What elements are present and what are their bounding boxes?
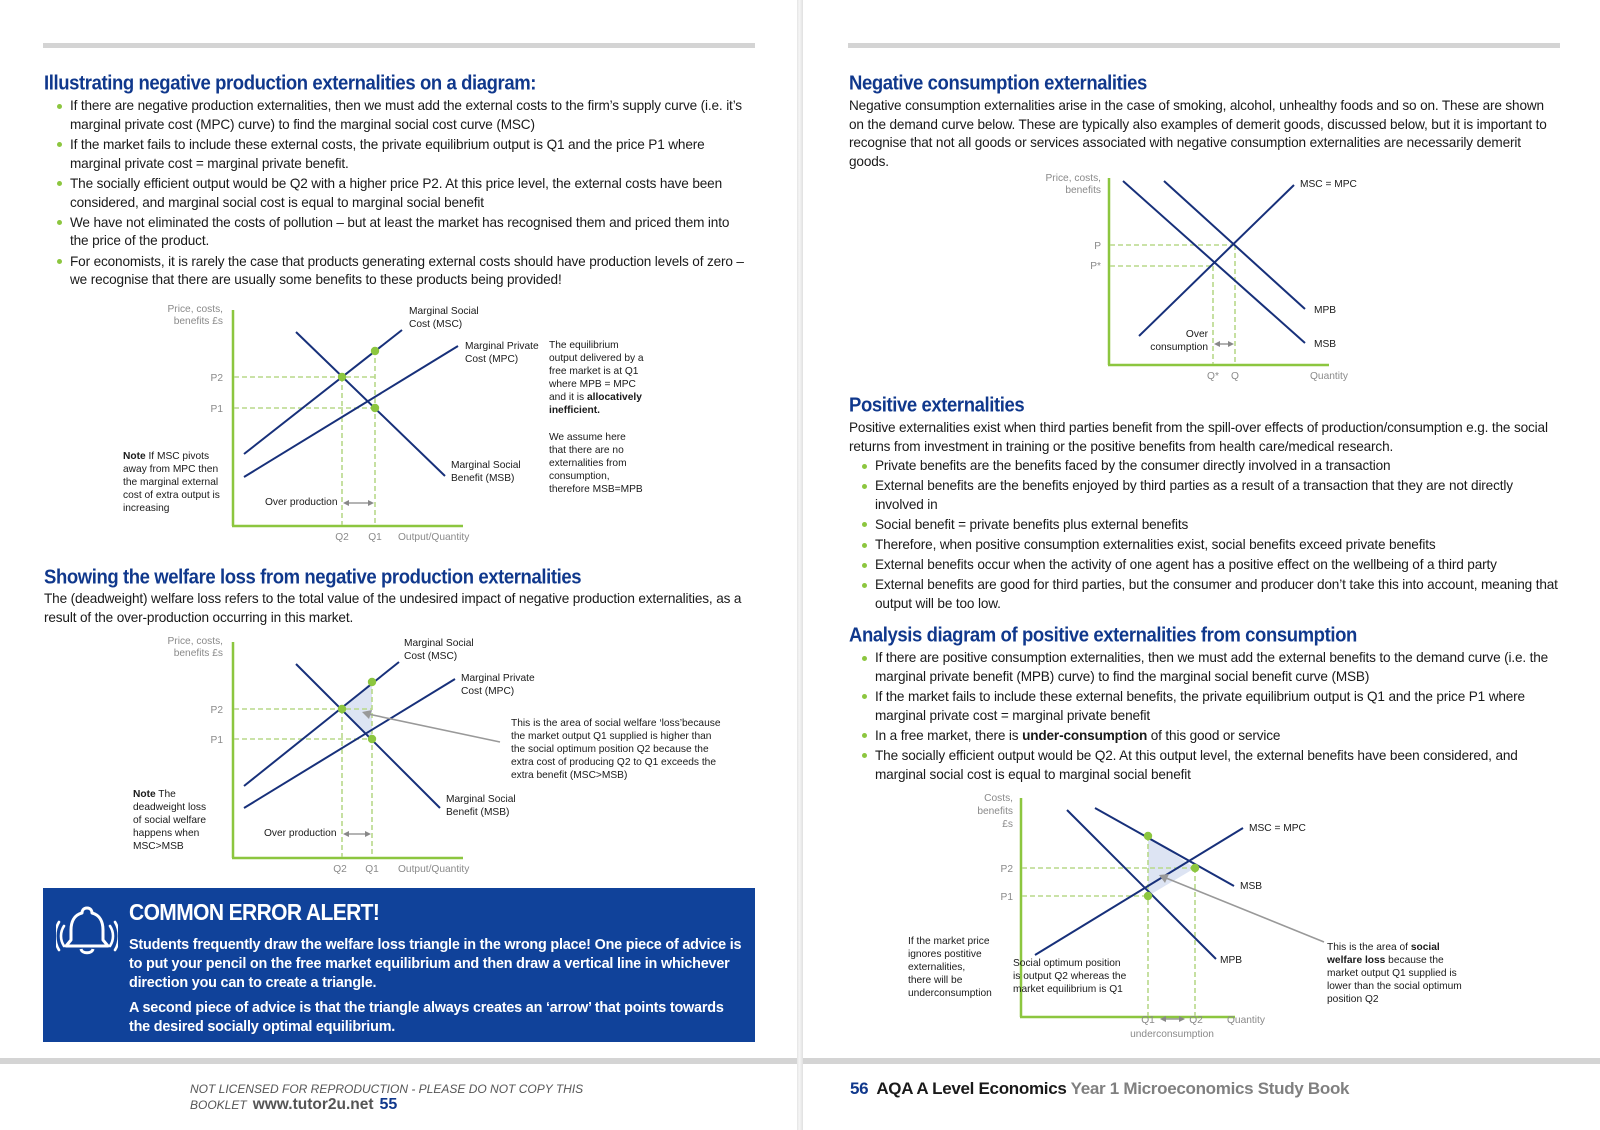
pointer-line bbox=[368, 714, 500, 742]
point-msc-at-q1 bbox=[371, 347, 379, 355]
bell-icon bbox=[56, 902, 118, 960]
label-msb: Marginal Social bbox=[446, 794, 516, 805]
page-number-55: 55 bbox=[379, 1096, 398, 1113]
label-p2: P2 bbox=[210, 373, 223, 384]
x-axis-label: Quantity bbox=[1310, 371, 1348, 382]
negative-consumption-paragraph: Negative consumption externalities arise in the case of smoking, alcohol, unhealthy foods and so on. These are shown on the demand curve below. These are typically also examples of demerit goods, discussed below, but it is important to recognise that not all goods or services associated with negative consumption externalities are necessarily demerit goods. bbox=[849, 98, 1547, 169]
page-55 bbox=[0, 0, 797, 1130]
note-text: deadweight loss bbox=[133, 802, 207, 813]
assumption-text: consumption, bbox=[549, 471, 610, 482]
top-rule bbox=[43, 43, 755, 48]
page-56 bbox=[803, 0, 1600, 1130]
point-market-equilibrium bbox=[1144, 892, 1152, 900]
left-explanation: externalities, bbox=[908, 962, 966, 973]
assumption-text: therefore MSB=MPB bbox=[549, 484, 643, 495]
label-p1: P1 bbox=[210, 735, 223, 746]
alert-paragraph: A second piece of advice is that the triangle always creates an ‘arrow’ that points towards the desired socially optimal equilibrium. bbox=[129, 1000, 724, 1035]
diagram-welfare-loss-production bbox=[0, 632, 797, 882]
equilibrium-text: free market is at Q1 bbox=[549, 366, 639, 377]
area-explanation: extra cost of producing Q2 to Q1 exceeds the bbox=[511, 757, 716, 768]
label-q2: Q2 bbox=[333, 864, 347, 875]
assumption-text: that there are no bbox=[549, 445, 624, 456]
book-subtitle: Year 1 Microeconomics Study Book bbox=[1070, 1079, 1350, 1098]
social-optimum-text: market equilibrium is Q1 bbox=[1013, 984, 1123, 995]
list-item: If the market fails to include these external benefits, the private equilibrium output is Q1 and the price P1 where marginal private cost = marginal private benefit bbox=[849, 688, 1561, 726]
label-q1: Q1 bbox=[368, 532, 382, 543]
label-msc: Marginal Social bbox=[409, 306, 479, 317]
area-explanation: This is the area of social bbox=[1327, 942, 1440, 953]
label-msb: MSB bbox=[1314, 339, 1337, 350]
area-explanation: the social optimum position Q2 because the bbox=[511, 744, 709, 755]
left-explanation: there will be bbox=[908, 975, 963, 986]
note-text: increasing bbox=[123, 503, 170, 514]
label-p1: P1 bbox=[210, 404, 223, 415]
label-mpb: MPB bbox=[1220, 955, 1243, 966]
label-p1: P1 bbox=[1000, 892, 1013, 903]
label-q: Q bbox=[1231, 371, 1239, 382]
heading-positive-externalities: Positive externalities bbox=[849, 393, 1025, 416]
area-explanation: This is the area of social welfare ‘loss’because bbox=[511, 718, 721, 729]
list-item: The socially efficient output would be Q2. At this output level, the external benefits have been considered, and marginal social cost is equal to marginal social benefit bbox=[849, 747, 1561, 785]
x-axis-label: Output/Quantity bbox=[398, 864, 470, 875]
label-q2: Q2 bbox=[1189, 1015, 1203, 1026]
diagram-negative-production-externality bbox=[0, 300, 797, 550]
note-text: away from MPC then bbox=[123, 464, 219, 475]
positive-externalities-paragraph: Positive externalities exist when third parties benefit from the spill-over effects of production/consumption e.g. the social returns from investment in training or the positive benefits from health care/medical research. bbox=[849, 420, 1548, 454]
label-underconsumption: underconsumption bbox=[1130, 1029, 1214, 1040]
point-market-equilibrium bbox=[371, 404, 379, 412]
left-explanation: underconsumption bbox=[908, 988, 992, 999]
point-social-equilibrium bbox=[1191, 864, 1199, 872]
equilibrium-text: inefficient. bbox=[549, 405, 600, 416]
y-axis-label: benefits £s bbox=[173, 648, 223, 659]
label-mpc: Marginal Private bbox=[465, 341, 539, 352]
area-explanation: position Q2 bbox=[1327, 994, 1379, 1005]
footer-right bbox=[850, 1079, 1349, 1099]
equilibrium-text: and it is allocatively bbox=[549, 392, 642, 403]
label-msb: Benefit (MSB) bbox=[446, 807, 510, 818]
x-axis-label: Output/Quantity bbox=[398, 532, 470, 543]
social-optimum-text: is output Q2 whereas the bbox=[1013, 971, 1127, 982]
list-item: Social benefit = private benefits plus external benefits bbox=[849, 516, 1561, 535]
area-explanation: welfare loss because the bbox=[1327, 955, 1444, 966]
label-over-consumption: Over bbox=[1185, 329, 1208, 340]
note-text: Note The bbox=[133, 789, 176, 800]
label-msb: Marginal Social bbox=[451, 460, 521, 471]
area-explanation: the market output Q1 supplied is higher than bbox=[511, 731, 712, 742]
area-explanation: extra benefit (MSC>MSB) bbox=[511, 770, 628, 781]
heading-negative-consumption: Negative consumption externalities bbox=[849, 71, 1147, 94]
alert-title: COMMON ERROR ALERT! bbox=[129, 900, 380, 926]
bottom-rule bbox=[0, 1058, 797, 1064]
label-mpc: Marginal Private bbox=[461, 673, 535, 684]
assumption-text: externalities from bbox=[549, 458, 627, 469]
list-item: External benefits are good for third parties, but the consumer and producer don’t take this into account, meaning that output will be too low. bbox=[849, 576, 1561, 614]
equilibrium-text: output delivered by a bbox=[549, 353, 644, 364]
label-over-production: Over production bbox=[264, 828, 337, 839]
list-item: External benefits occur when the activity of one agent has a positive effect on the wellbeing of a third party bbox=[849, 556, 1561, 575]
label-mpc: Cost (MPC) bbox=[461, 686, 515, 697]
left-explanation: ignores postitive bbox=[908, 949, 982, 960]
list-item: External benefits are the benefits enjoyed by third parties as a result of a transaction that they are not directly involved in bbox=[849, 477, 1561, 515]
list-item: Private benefits are the benefits faced by the consumer directly involved in a transaction bbox=[849, 457, 1561, 476]
label-msc: Cost (MSC) bbox=[404, 651, 458, 662]
diagram-negative-consumption-externality bbox=[803, 172, 1600, 387]
label-p: P bbox=[1094, 241, 1101, 252]
diagram-positive-consumption-externality bbox=[803, 792, 1600, 1047]
label-qstar: Q* bbox=[1207, 371, 1219, 382]
note-text: happens when bbox=[133, 828, 200, 839]
label-p2: P2 bbox=[210, 705, 223, 716]
list-item: For economists, it is rarely the case that products generating external costs should have production levels of zero – we recognise that there are usually some benefits to these products being provided! bbox=[44, 253, 744, 291]
label-msb: Benefit (MSB) bbox=[451, 473, 515, 484]
y-axis-label: Costs, bbox=[984, 793, 1013, 804]
msc-mpc-curve bbox=[1035, 828, 1243, 955]
y-axis-label: Price, costs, bbox=[1045, 173, 1101, 184]
point-social-equilibrium bbox=[338, 373, 346, 381]
page-number-56: 56 bbox=[850, 1079, 869, 1098]
alert-paragraph: Students frequently draw the welfare loss triangle in the wrong place! One piece of advice is to put your pencil on the free market equilibrium and then draw a vertical line in whichever direction you can to create a triangle. bbox=[129, 937, 742, 991]
top-rule bbox=[848, 43, 1560, 48]
label-msc-mpc: MSC = MPC bbox=[1300, 179, 1357, 190]
bullet-list-negative-production bbox=[44, 97, 744, 291]
label-q1: Q1 bbox=[1141, 1015, 1155, 1026]
area-explanation: market output Q1 supplied is bbox=[1327, 968, 1457, 979]
label-over-consumption: consumption bbox=[1150, 342, 1208, 353]
bullet-list-positive-externalities bbox=[849, 457, 1561, 615]
list-item: If there are negative production externalities, then we must add the external costs to the firm’s supply curve (i.e. it’s marginal private cost (MPC) curve) to find the marginal social cost curve (MSC) bbox=[44, 97, 744, 135]
label-p2: P2 bbox=[1000, 864, 1013, 875]
list-item: If there are positive consumption externalities, then we must add the external benefits to the demand curve (i.e. the marginal private benefit (MPB) curve) to find the marginal social benefit curve (MSB) bbox=[849, 649, 1561, 687]
y-axis-label: Price, costs, bbox=[167, 636, 223, 647]
list-item: The socially efficient output would be Q2 with a higher price P2. At this price level, the external costs have been considered, and marginal social cost is equal to marginal social benefit bbox=[44, 175, 744, 213]
point-market-equilibrium bbox=[368, 735, 376, 743]
mpc-curve bbox=[244, 679, 455, 808]
mpb-curve bbox=[1067, 810, 1216, 959]
label-mpc: Cost (MPC) bbox=[465, 354, 519, 365]
label-q1: Q1 bbox=[365, 864, 379, 875]
note-text: the marginal external bbox=[123, 477, 219, 488]
point-msc-at-q1 bbox=[368, 678, 376, 686]
equilibrium-text: The equilibrium bbox=[549, 340, 619, 351]
label-msb: MSB bbox=[1240, 881, 1263, 892]
label-pstar: P* bbox=[1090, 261, 1101, 272]
note-text: MSC>MSB bbox=[133, 841, 184, 852]
label-msc: Cost (MSC) bbox=[409, 319, 463, 330]
y-axis-label: £s bbox=[1002, 819, 1013, 830]
common-error-alert bbox=[43, 888, 755, 1042]
point-social-equilibrium bbox=[338, 705, 346, 713]
social-optimum-text: Social optimum position bbox=[1013, 958, 1121, 969]
list-item: Therefore, when positive consumption externalities exist, social benefits exceed private benefits bbox=[849, 536, 1561, 555]
footer-url[interactable]: www.tutor2u.net bbox=[252, 1096, 374, 1113]
note-text: cost of extra output is bbox=[123, 490, 220, 501]
label-msc: Marginal Social bbox=[404, 638, 474, 649]
x-axis-label: Quantity bbox=[1227, 1015, 1265, 1026]
note-text: of social welfare bbox=[133, 815, 207, 826]
list-item: If the market fails to include these external costs, the private equilibrium output is Q1 and the price P1 where marginal private cost = marginal private benefit. bbox=[44, 136, 744, 174]
left-explanation: If the market price bbox=[908, 936, 990, 947]
label-over-production: Over production bbox=[265, 497, 338, 508]
book-title: AQA A Level Economics bbox=[876, 1079, 1067, 1098]
list-item: We have not eliminated the costs of pollution – but at least the market has recognised them and priced them into the price of the product. bbox=[44, 214, 744, 252]
y-axis-label: benefits £s bbox=[173, 316, 223, 327]
label-mpb: MPB bbox=[1314, 305, 1337, 316]
heading-welfare-loss: Showing the welfare loss from negative production externalities bbox=[44, 565, 582, 588]
y-axis-label: benefits bbox=[977, 806, 1013, 817]
welfare-loss-paragraph: The (deadweight) welfare loss refers to the total value of the undesired impact of negative production externalities, as a result of the over-production occurring in this market. bbox=[44, 591, 742, 625]
footer-left bbox=[190, 1082, 755, 1114]
msb-curve bbox=[1123, 181, 1305, 343]
label-msc-mpc: MSC = MPC bbox=[1249, 823, 1306, 834]
point-msb-at-q1 bbox=[1144, 832, 1152, 840]
note-text: Note If MSC pivots bbox=[123, 451, 210, 462]
footer-license-text: NOT LICENSED FOR REPRODUCTION - PLEASE DO NOT COPY THIS BOOKLET bbox=[190, 1082, 584, 1112]
heading-negative-production-diagram: Illustrating negative production externalities on a diagram: bbox=[44, 71, 537, 94]
area-explanation: lower than the social optimum bbox=[1327, 981, 1462, 992]
list-item: In a free market, there is under-consumption of this good or service bbox=[849, 727, 1561, 746]
bottom-rule bbox=[803, 1058, 1600, 1064]
welfare-loss-triangle bbox=[342, 681, 372, 739]
label-q2: Q2 bbox=[335, 532, 349, 543]
y-axis-label: Price, costs, bbox=[167, 304, 223, 315]
bullet-list-positive-consumption bbox=[849, 649, 1561, 786]
heading-positive-consumption-analysis: Analysis diagram of positive externalities from consumption bbox=[849, 623, 1357, 646]
y-axis-label: benefits bbox=[1065, 185, 1101, 196]
equilibrium-text: where MPB = MPC bbox=[549, 379, 636, 390]
assumption-text: We assume here bbox=[549, 432, 626, 443]
